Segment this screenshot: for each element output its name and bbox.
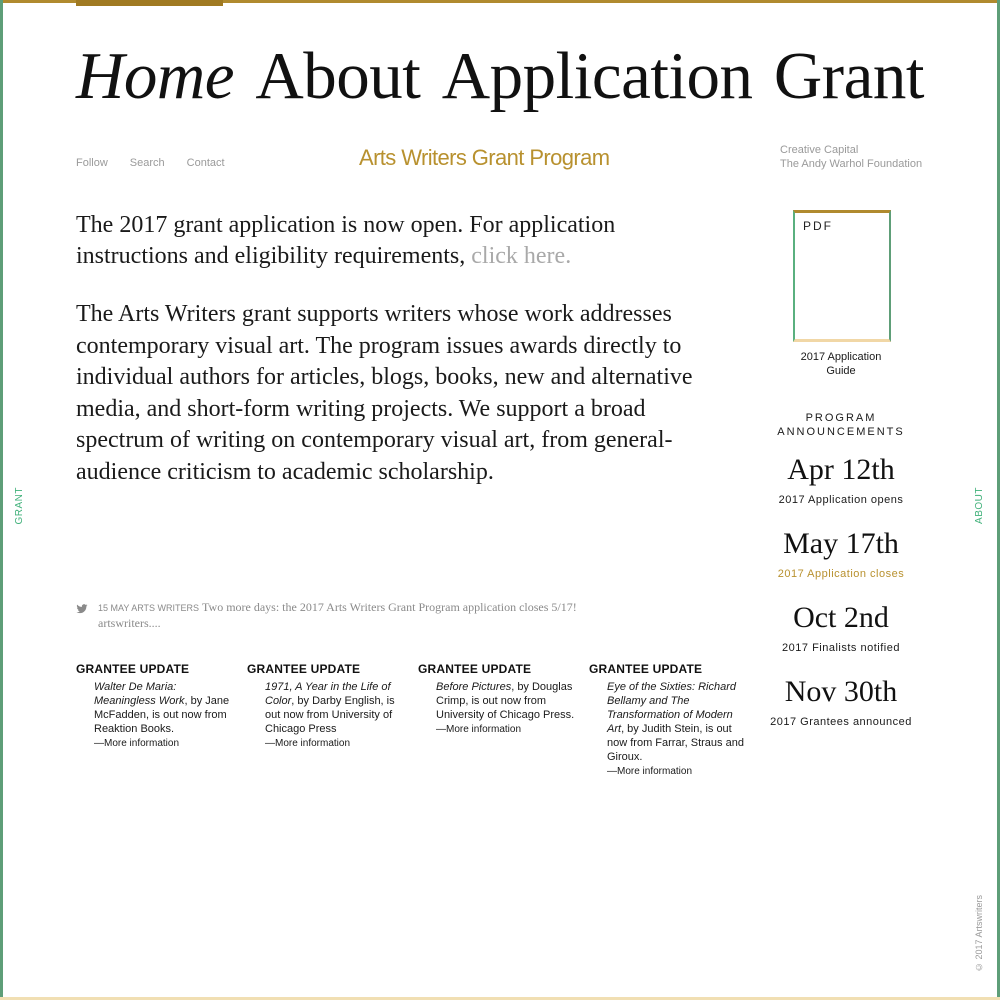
update-text: , by Douglas Crimp, is out now from University of Chicago Press.	[436, 681, 575, 721]
application-guide-pdf[interactable]	[793, 210, 891, 342]
announcement-item	[761, 453, 921, 506]
tweet-text: Two more days: the 2017 Arts Writers Grant Program application closes 5/17! artswriters....	[98, 600, 577, 630]
announcement-desc: 2017 Grantees announced	[770, 716, 912, 728]
program-title: Arts Writers Grant Program	[359, 145, 610, 170]
book-title: Eye of the Sixties: Richard Bellamy and The Transformation of Modern Art	[607, 681, 737, 735]
search-link[interactable]: Search	[129, 157, 165, 169]
update-body	[418, 680, 580, 722]
foundations-credit	[780, 143, 922, 171]
announcement-desc: 2017 Application opens	[778, 494, 904, 506]
update-text: , by Darby English, is out now from University of Chicago Press	[265, 695, 395, 735]
announcement-item	[761, 675, 921, 728]
grantee-update	[247, 662, 409, 777]
more-information-link[interactable]: —More information	[436, 724, 522, 735]
announcement-desc: 2017 Finalists notified	[782, 642, 900, 654]
secondary-nav	[76, 157, 225, 169]
announcement-item	[761, 527, 921, 580]
book-title: Walter De Maria: Meaningless Work	[94, 681, 185, 707]
grantee-update	[418, 662, 580, 777]
tweet-meta: 15 MAY ARTS WRITERS	[98, 603, 200, 613]
tweet[interactable]	[76, 600, 596, 631]
announcements-heading-line1: PROGRAM	[805, 412, 877, 424]
side-link-about[interactable]: ABOUT	[974, 487, 985, 524]
contact-link[interactable]: Contact	[186, 157, 225, 169]
update-body	[76, 680, 238, 736]
main-nav	[76, 36, 924, 116]
application-instructions-link[interactable]: click here.	[471, 243, 572, 269]
announcement-date: May 17th	[783, 527, 899, 560]
tweet-content	[98, 600, 596, 631]
more-information-link[interactable]: —More information	[94, 738, 180, 749]
nav-application[interactable]: Application	[441, 39, 753, 113]
update-body	[589, 680, 751, 764]
announcement-date: Nov 30th	[784, 675, 898, 708]
announcements-heading	[771, 411, 911, 439]
pdf-caption-line1: 2017 Application	[800, 351, 882, 363]
pdf-label: PDF	[803, 219, 833, 233]
follow-link[interactable]: Follow	[76, 157, 108, 169]
more-information-link[interactable]: —More information	[265, 738, 351, 749]
announcements-heading-line2: ANNOUNCEMENTS	[777, 426, 905, 438]
grantee-update	[589, 662, 751, 777]
grantee-update	[76, 662, 238, 777]
update-title: GRANTEE UPDATE	[247, 662, 361, 676]
pdf-caption-line2: Guide	[826, 365, 856, 377]
announcement-item	[761, 601, 921, 654]
update-title: GRANTEE UPDATE	[418, 662, 532, 676]
book-title: 1971, A Year in the Life of Color	[265, 681, 391, 707]
more-information-link[interactable]: —More information	[607, 766, 693, 777]
pdf-caption[interactable]	[783, 350, 899, 378]
announcement-desc: 2017 Application closes	[777, 568, 905, 580]
left-border	[0, 0, 3, 1000]
foundation-creative-capital[interactable]: Creative Capital	[780, 144, 859, 156]
update-body	[247, 680, 409, 736]
twitter-bird-icon	[76, 603, 88, 615]
update-title: GRANTEE UPDATE	[589, 662, 703, 676]
nav-home[interactable]: Home	[76, 39, 235, 113]
nav-about[interactable]: About	[255, 39, 421, 113]
active-tab-indicator	[76, 0, 223, 6]
copyright-text: © 2017 Artswriters	[974, 895, 984, 973]
intro-paragraph	[76, 210, 726, 272]
update-title: GRANTEE UPDATE	[76, 662, 190, 676]
announcement-date: Apr 12th	[787, 453, 895, 486]
book-title: Before Pictures	[436, 681, 512, 693]
update-text: , by Judith Stein, is out now from Farrar, Straus and Giroux.	[607, 723, 744, 763]
grantee-updates	[76, 662, 751, 777]
update-text: , by Jane McFadden, is out now from Reaktion Books.	[94, 695, 230, 735]
announcement-date: Oct 2nd	[793, 601, 889, 634]
side-link-grant[interactable]: GRANT	[14, 487, 25, 525]
intro-text: The 2017 grant application is now open. For application instructions and eligibility requirements,	[76, 212, 616, 269]
program-description: The Arts Writers grant supports writers whose work addresses contemporary visual art. The program issues awards directly to individual authors for articles, blogs, books, new and alternative media, and short-form writing projects. We support a broad spectrum of writing on contemporary visual art, from general-audience criticism to academic scholarship.	[76, 301, 693, 485]
nav-grant[interactable]: Grant	[773, 39, 924, 113]
foundation-warhol[interactable]: The Andy Warhol Foundation	[780, 158, 923, 170]
